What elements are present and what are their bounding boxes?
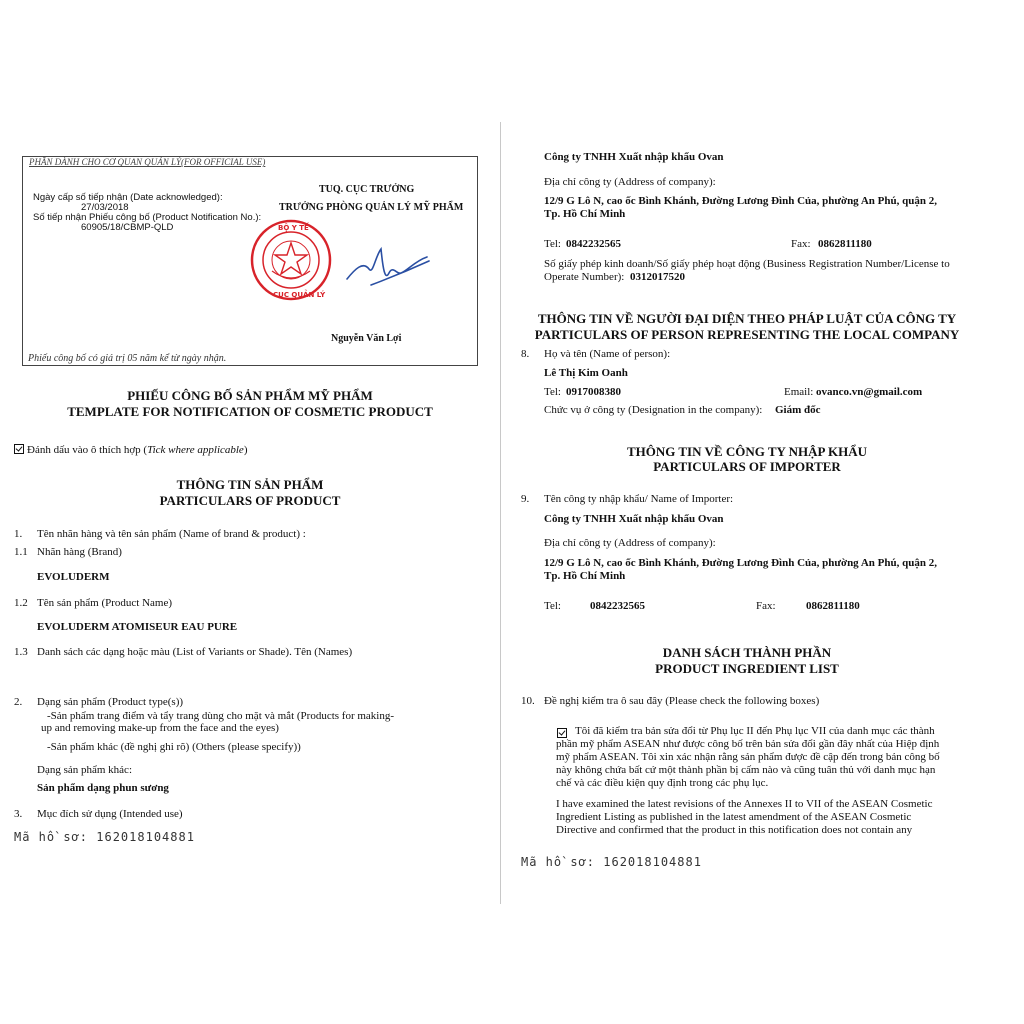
item9-label: Tên công ty nhập khẩu/ Name of Importer: <box>544 493 734 505</box>
license-value: 0312017520 <box>630 271 685 283</box>
item3-label: Mục đích sử dụng (Intended use) <box>37 808 183 820</box>
item2-number: 2. <box>14 696 23 708</box>
signer-name: Nguyễn Văn Lợi <box>331 333 402 344</box>
product-type-makeup-line1: -Sản phẩm trang điểm và tẩy trang dùng cho mặt và mắt (Products for making- <box>47 710 395 722</box>
official-use-box <box>22 156 478 366</box>
email-label: Email: <box>784 386 814 398</box>
en-paragraph-line3: Directive and confirmed that the product in this notification does not contain any <box>556 824 913 836</box>
item12-number: 1.2 <box>14 597 28 609</box>
section-product-en: PARTICULARS OF PRODUCT <box>159 493 341 508</box>
vi-paragraph-line4: này không chứa bất cứ một thành phần bị cấm nào và cũng tuân thủ với danh mục hạn <box>556 764 936 776</box>
vi-paragraph-line5: chế và các điều kiện quy định trong các phụ lục. <box>556 777 769 789</box>
importer-address-label: Địa chỉ công ty (Address of company): <box>544 537 716 549</box>
ingredient-title-en: PRODUCT INGREDIENT LIST <box>655 661 839 676</box>
company-tel-label: Tel: <box>544 238 561 250</box>
email-value: ovanco.vn@gmail.com <box>816 386 923 398</box>
item13-number: 1.3 <box>14 646 28 658</box>
item10-label: Đề nghị kiểm tra ô sau đây (Please check the following boxes) <box>544 695 820 707</box>
person-name: Lê Thị Kim Oanh <box>544 367 628 379</box>
item13-label: Danh sách các dạng hoặc màu (List of Variants or Shade). Tên (Names) <box>37 646 353 658</box>
vi-paragraph-line3: mỹ phẩm ASEAN. Tôi xin xác nhận rằng sản phẩm được đề cập đến trong bản công bố <box>556 751 940 763</box>
page-divider <box>500 122 501 904</box>
item9-number: 9. <box>521 493 530 505</box>
authority-line1: TUQ. CỤC TRƯỞNG <box>319 184 415 195</box>
license-label-line1: Số giấy phép kinh doanh/Số giấy phép hoạt động (Business Registration Number/License to <box>544 258 950 270</box>
ingredient-checkbox-icon <box>557 728 567 738</box>
product-type-makeup-line2: up and removing make-up from the face and the eyes) <box>41 722 279 734</box>
item11-number: 1.1 <box>14 546 28 558</box>
product-name-value: EVOLUDERM ATOMISEUR EAU PURE <box>37 621 238 633</box>
svg-text:CỤC QUẢN LÝ: CỤC QUẢN LÝ <box>273 291 326 299</box>
company-address-label: Địa chỉ công ty (Address of company): <box>544 176 716 188</box>
representative-title-vi: THÔNG TIN VỀ NGƯỜI ĐẠI DIỆN THEO PHÁP LUẬT CỦA CÔNG TY <box>537 311 957 326</box>
company-fax-label: Fax: <box>791 238 811 250</box>
checked-checkbox-icon <box>14 444 24 454</box>
file-code-left: Mã hồ sơ: 162018104881 <box>14 830 195 844</box>
item10-number: 10. <box>521 695 535 707</box>
tick-text: Đánh dấu vào ô thích hợp ( <box>27 444 148 456</box>
importer-name: Công ty TNHH Xuất nhập khẩu Ovan <box>544 513 724 525</box>
company-name: Công ty TNHH Xuất nhập khẩu Ovan <box>544 151 724 163</box>
representative-title-en: PARTICULARS OF PERSON REPRESENTING THE LOCAL COMPANY <box>534 327 960 342</box>
other-type-label: Dạng sản phẩm khác: <box>37 764 132 776</box>
company-fax-value: 0862811180 <box>818 238 872 250</box>
importer-address-line1: 12/9 G Lô N, cao ốc Bình Khánh, Đường Lương Đình Của, phường An Phú, quận 2, <box>544 557 937 569</box>
importer-title-en: PARTICULARS OF IMPORTER <box>653 459 841 474</box>
item1-number: 1. <box>14 528 23 540</box>
tick-close: ) <box>243 444 248 456</box>
official-use-footer: Phiếu công bố có giá trị 05 năm kể từ ngày nhận. <box>28 353 227 364</box>
form-title-en: TEMPLATE FOR NOTIFICATION OF COSMETIC PRODUCT <box>67 404 433 419</box>
importer-tel-label: Tel: <box>544 600 561 612</box>
vi-paragraph-line1: Tôi đã kiểm tra bản sửa đổi từ Phụ lục II đến Phụ lục VII của danh mục các thành <box>575 725 935 737</box>
product-type-other: -Sản phẩm khác (đề nghị ghi rõ) (Others (please specify)) <box>47 741 301 753</box>
item3-number: 3. <box>14 808 23 820</box>
item12-label: Tên sản phẩm (Product Name) <box>37 597 173 609</box>
authority-line2: TRƯỞNG PHÒNG QUẢN LÝ MỸ PHẨM <box>279 202 464 213</box>
company-tel-value: 0842232565 <box>566 238 621 250</box>
form-title-vi: PHIẾU CÔNG BỐ SẢN PHẨM MỸ PHẨM <box>127 388 373 403</box>
importer-tel-value: 0842232565 <box>590 600 645 612</box>
item8-number: 8. <box>521 348 530 360</box>
brand-value: EVOLUDERM <box>37 571 110 583</box>
item11-label: Nhãn hàng (Brand) <box>37 546 122 558</box>
file-code-right: Mã hồ sơ: 162018104881 <box>521 855 702 869</box>
notification-number-label: Số tiếp nhận Phiếu công bố (Product Notification No.): <box>33 212 262 223</box>
importer-fax-value: 0862811180 <box>806 600 860 612</box>
other-type-value: Sản phẩm dạng phun sương <box>37 782 169 794</box>
section-product-vi: THÔNG TIN SẢN PHẨM <box>176 477 324 492</box>
position-label: Chức vụ ở công ty (Designation in the company): <box>544 404 763 416</box>
item8-label: Họ và tên (Name of person): <box>544 348 671 360</box>
importer-address-line2: Tp. Hồ Chí Minh <box>544 570 626 582</box>
ingredient-title-vi: DANH SÁCH THÀNH PHẦN <box>662 645 832 660</box>
license-label-line2: Operate Number): <box>544 271 625 283</box>
en-paragraph-line1: I have examined the latest revisions of the Annexes II to VII of the ASEAN Cosmetic <box>556 798 933 810</box>
company-address-line1: 12/9 G Lô N, cao ốc Bình Khánh, Đường Lương Đình Của, phường An Phú, quận 2, <box>544 195 937 207</box>
official-seal-icon <box>250 219 332 301</box>
en-paragraph-line2: Ingredient Listing as published in the latest amendment of the ASEAN Cosmetic <box>556 811 912 823</box>
person-tel-value: 0917008380 <box>566 386 621 398</box>
date-acknowledged-label: Ngày cấp số tiếp nhận (Date acknowledged): <box>33 192 223 203</box>
notification-number-value: 60905/18/CBMP-QLD <box>81 222 174 233</box>
svg-text:BỘ Y TẾ: BỘ Y TẾ <box>278 224 309 232</box>
position-value: Giám đốc <box>775 404 821 416</box>
official-use-header: PHẦN DÀNH CHO CƠ QUAN QUẢN LÝ(FOR OFFICIAL USE) <box>29 157 266 167</box>
importer-fax-label: Fax: <box>756 600 776 612</box>
item1-label: Tên nhãn hàng và tên sản phẩm (Name of brand & product) : <box>37 528 306 540</box>
person-tel-label: Tel: <box>544 386 561 398</box>
item2-label: Dạng sản phẩm (Product type(s)) <box>37 696 184 708</box>
date-acknowledged-value: 27/03/2018 <box>81 202 129 213</box>
vi-paragraph-line2: phần mỹ phẩm ASEAN như được công bố trên bản sửa đổi gần đây nhất của Hiệp định <box>556 738 940 750</box>
company-address-line2: Tp. Hồ Chí Minh <box>544 208 626 220</box>
signature-icon <box>341 239 435 295</box>
importer-title-vi: THÔNG TIN VỀ CÔNG TY NHẬP KHẨU <box>626 444 868 459</box>
tick-text-en: Tick where applicable <box>147 444 244 456</box>
tick-instruction <box>14 444 248 458</box>
